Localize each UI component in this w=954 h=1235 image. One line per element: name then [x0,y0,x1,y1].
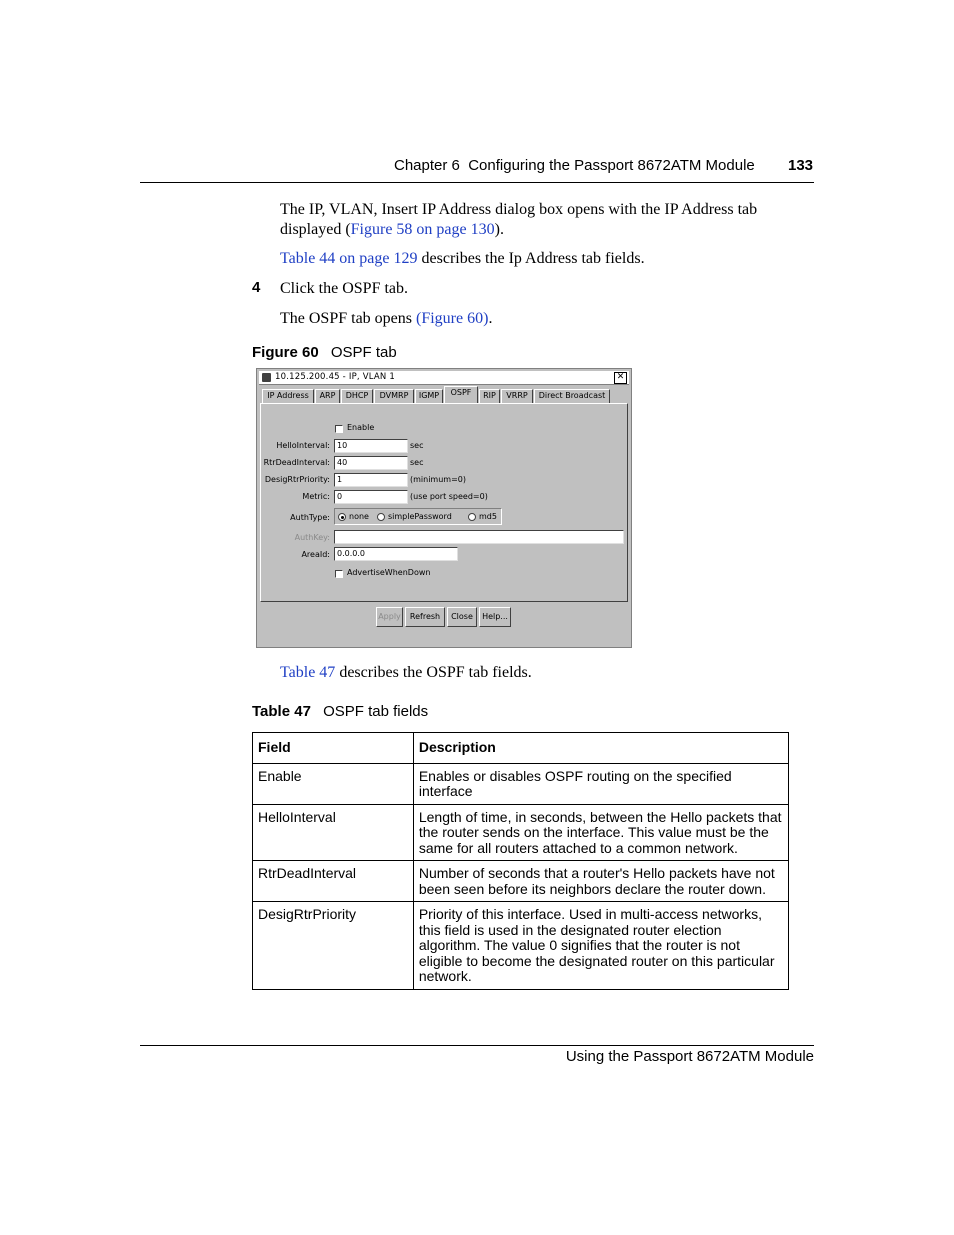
tab-vrrp[interactable]: VRRP [501,389,533,403]
auth-key-label: AuthKey: [294,533,330,542]
step-text: Click the OSPF tab. [280,280,409,297]
dialog-title: 10.125.200.45 - IP, VLAN 1 [275,372,395,382]
auth-type-simple-radio[interactable] [377,513,385,521]
metric-hint: (use port speed=0) [410,492,488,501]
tab-direct-broadcast[interactable]: Direct Broadcast [534,389,610,403]
field-cell: HelloInterval [253,804,414,861]
figure-label: Figure 60 [252,344,319,361]
step-result: The OSPF tab opens (Figure 60). [280,310,493,327]
ospf-fields-table [252,732,789,990]
table-47-reference: Table 47 describes the OSPF tab fields. [280,664,532,681]
tab-dvmrp[interactable]: DVMRP [374,389,414,403]
column-header-field: Field [253,733,414,764]
close-button[interactable]: Close [447,607,477,627]
close-icon[interactable]: ✕ [614,372,627,384]
table-row [253,763,789,804]
help-button[interactable]: Help... [479,607,511,627]
chapter-title: Chapter 6 Configuring the Passport 8672ATM Module [394,157,755,174]
dialog-titlebar[interactable] [259,371,629,385]
intro-line-2: displayed (Figure 58 on page 130). [280,221,504,238]
column-header-description: Description [413,733,788,764]
table-row [253,861,789,902]
area-id-label: AreaId: [301,550,330,559]
description-cell: Length of time, in seconds, between the Hello packets that the router sends on the interface. This value must be the same for all routers attached to a common network. [413,804,788,861]
enable-label: Enable [347,423,375,432]
intro-paragraph [280,200,810,240]
ospf-dialog-window [256,368,632,648]
description-cell: Number of seconds that a router's Hello packets have not been seen before its neighbors declare the router down. [413,861,788,902]
desig-rtr-priority-hint: (minimum=0) [410,475,466,484]
auth-key-input[interactable] [334,530,624,544]
footer-rule [140,1045,814,1046]
hello-interval-label: HelloInterval: [276,441,330,450]
running-footer: Using the Passport 8672ATM Module [565,1048,814,1065]
table-47-link[interactable]: Table 47 [280,664,336,681]
page-number: 133 [788,157,814,174]
rtr-dead-interval-label: RtrDeadInterval: [263,458,330,467]
figure-58-link[interactable]: Figure 58 on page 130 [350,221,495,238]
hello-interval-unit: sec [410,441,424,450]
desig-rtr-priority-input[interactable]: 1 [334,473,408,487]
tab-igmp[interactable]: IGMP [415,389,443,403]
auth-type-none-radio[interactable] [338,513,346,521]
table-44-reference: Table 44 on page 129 describes the Ip Address tab fields. [280,250,645,267]
auth-type-simple-label: simplePassword [388,512,452,521]
auth-type-md5-label: md5 [479,512,497,521]
step-number: 4 [252,279,261,296]
metric-label: Metric: [302,492,330,501]
table-label: Table 47 [252,703,311,720]
tab-ospf[interactable]: OSPF [444,386,478,403]
running-header [394,157,755,174]
metric-input[interactable]: 0 [334,490,408,504]
desig-rtr-priority-label: DesigRtrPriority: [264,475,330,484]
table-caption [252,703,428,720]
table-header-row [253,733,789,764]
tab-arp[interactable]: ARP [315,389,340,403]
figure-60-link[interactable]: (Figure 60) [416,310,489,327]
table-title: OSPF tab fields [323,703,429,720]
table-row [253,902,789,990]
advertise-when-down-label: AdvertiseWhenDown [347,568,431,577]
auth-type-none-label: none [349,512,369,521]
rtr-dead-interval-unit: sec [410,458,424,467]
apply-button[interactable]: Apply [376,607,403,627]
field-cell: DesigRtrPriority [253,902,414,990]
auth-type-label: AuthType: [290,513,330,522]
intro-line-1: The IP, VLAN, Insert IP Address dialog box opens with the IP Address tab [280,201,758,218]
area-id-input[interactable]: 0.0.0.0 [334,547,458,561]
refresh-button[interactable]: Refresh [405,607,445,627]
table-row [253,804,789,861]
ospf-tab-panel [260,403,628,602]
rtr-dead-interval-input[interactable]: 40 [334,456,408,470]
window-icon [262,373,271,382]
field-cell: RtrDeadInterval [253,861,414,902]
table-44-link[interactable]: Table 44 on page 129 [280,250,418,267]
tab-dhcp[interactable]: DHCP [341,389,373,403]
enable-checkbox[interactable] [335,425,343,433]
advertise-when-down-checkbox[interactable] [335,570,343,578]
tab-rip[interactable]: RIP [479,389,500,403]
auth-type-md5-radio[interactable] [468,513,476,521]
description-cell: Priority of this interface. Used in multi-access networks, this field is used in the designated router election algorithm. The value 0 signifies that the router is not eligible to become the designated router on this particular network. [413,902,788,990]
field-cell: Enable [253,763,414,804]
description-cell: Enables or disables OSPF routing on the specified interface [413,763,788,804]
figure-caption [252,344,397,361]
figure-title: OSPF tab [330,344,397,361]
hello-interval-input[interactable]: 10 [334,439,408,453]
header-rule [140,182,814,183]
tab-ip-address[interactable]: IP Address [262,389,314,403]
